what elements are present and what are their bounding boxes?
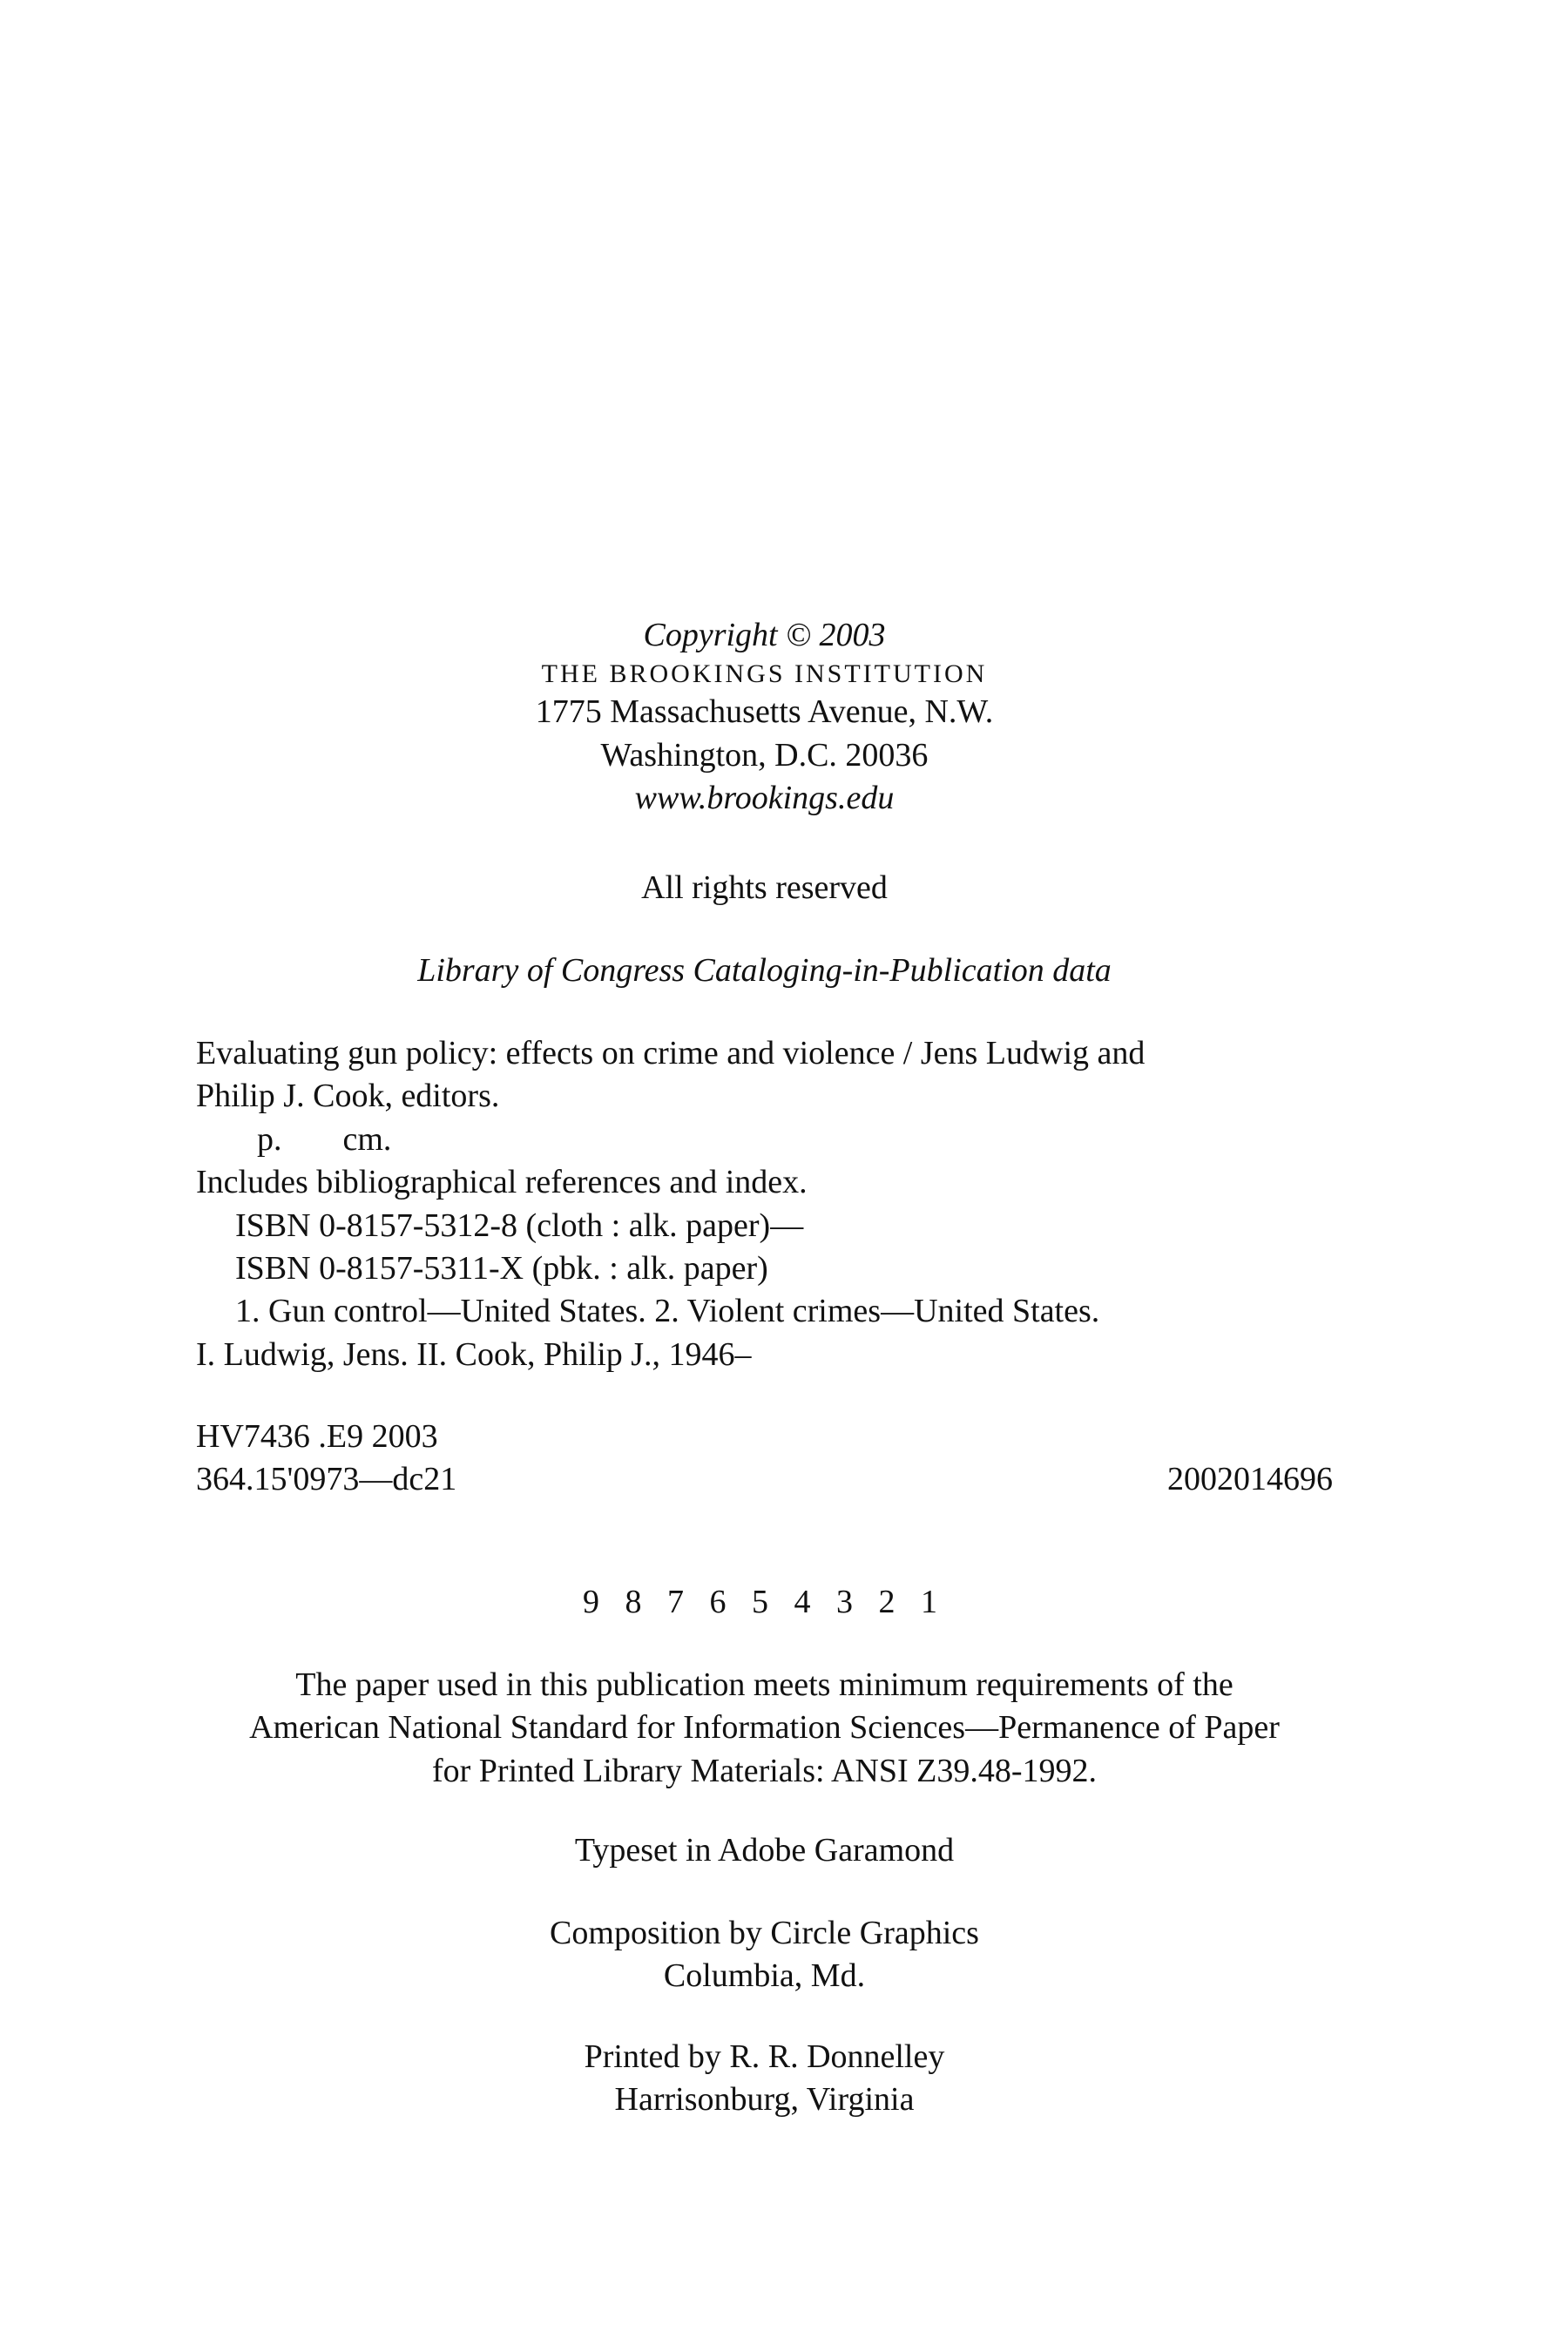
cip-bibliography-note: Includes bibliographical references and index. (196, 1164, 808, 1201)
cip-isbn-pbk: ISBN 0-8157-5311-X (pbk. : alk. paper) (235, 1249, 768, 1287)
publisher-name: THE BROOKINGS INSTITUTION (541, 659, 988, 689)
printer-line-1: Printed by R. R. Donnelley (584, 2038, 945, 2075)
cip-dewey-row (196, 1458, 1333, 1501)
typeset-text: Typeset in Adobe Garamond (574, 1832, 955, 1869)
cip-dewey-number: 364.15'0973—dc21 (196, 1461, 457, 1498)
cip-record (196, 1032, 1333, 1376)
typeset-note (196, 1829, 1333, 1872)
cip-lccn: 2002014696 (1167, 1461, 1333, 1498)
composition-line-1: Composition by Circle Graphics (550, 1915, 979, 1951)
paper-note-line-3: for Printed Library Materials: ANSI Z39.48-1992. (431, 1752, 1098, 1789)
composition-note (196, 1912, 1333, 1998)
rights-notice (196, 867, 1333, 909)
cip-title-line-1: Evaluating gun policy: effects on crime and violence / Jens Ludwig and (196, 1035, 1146, 1071)
printer-line-2: Harrisonburg, Virginia (614, 2081, 915, 2119)
cip-cm: cm. (342, 1120, 392, 1158)
paper-note-line-1: The paper used in this publication meets minimum requirements of the (295, 1666, 1233, 1703)
cip-subjects: 1. Gun control—United States. 2. Violent crimes—United States. (235, 1293, 1100, 1330)
composition-line-2: Columbia, Md. (663, 1957, 866, 1995)
cip-isbn-cloth: ISBN 0-8157-5312-8 (cloth : alk. paper)— (235, 1206, 804, 1244)
cip-p: p. (257, 1120, 282, 1158)
publisher-address: 1775 Massachusetts Avenue, N.W. (535, 693, 994, 731)
paper-note (196, 1664, 1333, 1793)
rights-text: All rights reserved (641, 869, 888, 906)
copyright-line: Copyright © 2003 (643, 617, 886, 653)
printing-line-text: 9 8 7 6 5 4 3 2 1 (583, 1584, 946, 1620)
paper-note-line-2: American National Standard for Information Sciences—Permanence of Paper (249, 1709, 1280, 1747)
cip-title-line-2: Philip J. Cook, editors. (196, 1078, 500, 1115)
cip-physical-description (196, 1119, 1333, 1161)
publisher-city: Washington, D.C. 20036 (600, 736, 929, 774)
publisher-website: www.brookings.edu (634, 780, 895, 817)
cip-heading (196, 950, 1333, 992)
printer-note (196, 2036, 1333, 2122)
cip-lc-call-number: HV7436 .E9 2003 (196, 1418, 438, 1455)
cip-added-entries: I. Ludwig, Jens. II. Cook, Philip J., 1946– (196, 1335, 752, 1373)
copyright-block (196, 614, 1333, 821)
cip-classification (196, 1416, 1333, 1502)
printing-line (196, 1581, 1333, 1624)
cip-heading-text: Library of Congress Cataloging-in-Publication data (417, 952, 1112, 989)
